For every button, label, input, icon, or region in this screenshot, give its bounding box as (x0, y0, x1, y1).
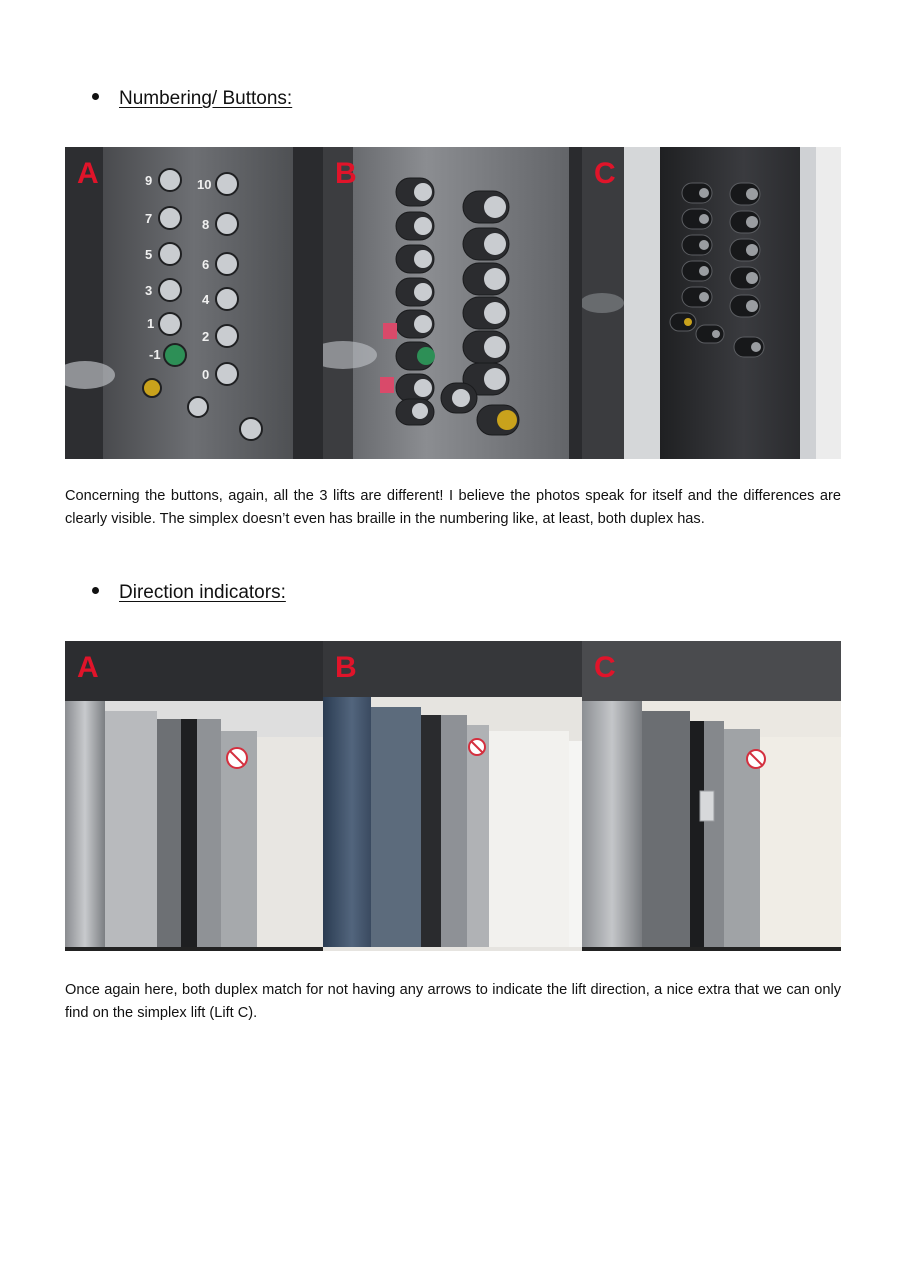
direction-photo-row (65, 641, 841, 951)
bullet-icon (92, 587, 99, 594)
photo-buttons-b (323, 147, 582, 459)
photo-label-b: B (335, 157, 357, 190)
photo-direction-a (65, 641, 323, 951)
svg-text:4: 4 (202, 292, 210, 307)
svg-text:1: 1 (147, 316, 155, 331)
svg-text:3: 3 (145, 283, 153, 298)
photo-label-c: C (594, 157, 616, 190)
photo-buttons-c (582, 147, 841, 459)
photo-buttons-a (65, 147, 323, 459)
section-heading-direction: Direction indicators: (92, 582, 286, 604)
paragraph-buttons: Concerning the buttons, again, all the 3 lifts are different! I believe the photos speak for itself and the differences are clearly visible. The simplex doesn’t even has braille in the numbering like, at least, both duplex has. (65, 488, 841, 527)
buttons-photo-row (65, 147, 841, 459)
svg-text:8: 8 (202, 217, 210, 232)
photo-label-c: C (594, 651, 616, 684)
svg-text:6: 6 (202, 257, 210, 272)
photo-label-a: A (77, 157, 99, 190)
svg-text:7: 7 (145, 211, 153, 226)
bullet-icon (92, 93, 99, 100)
svg-text:9: 9 (145, 173, 153, 188)
svg-text:5: 5 (145, 247, 153, 262)
photo-direction-b (323, 641, 582, 951)
photo-label-b: B (335, 651, 357, 684)
photo-label-a: A (77, 651, 99, 684)
svg-text:-1: -1 (149, 347, 161, 362)
svg-text:10: 10 (197, 177, 212, 192)
svg-text:2: 2 (202, 329, 210, 344)
section-heading-buttons: Numbering/ Buttons: (92, 88, 292, 110)
paragraph-direction: Once again here, both duplex match for not having any arrows to indicate the lift direction, a nice extra that we can only find on the simplex lift (Lift C). (65, 982, 841, 1021)
photo-direction-c (582, 641, 841, 951)
svg-text:0: 0 (202, 367, 210, 382)
